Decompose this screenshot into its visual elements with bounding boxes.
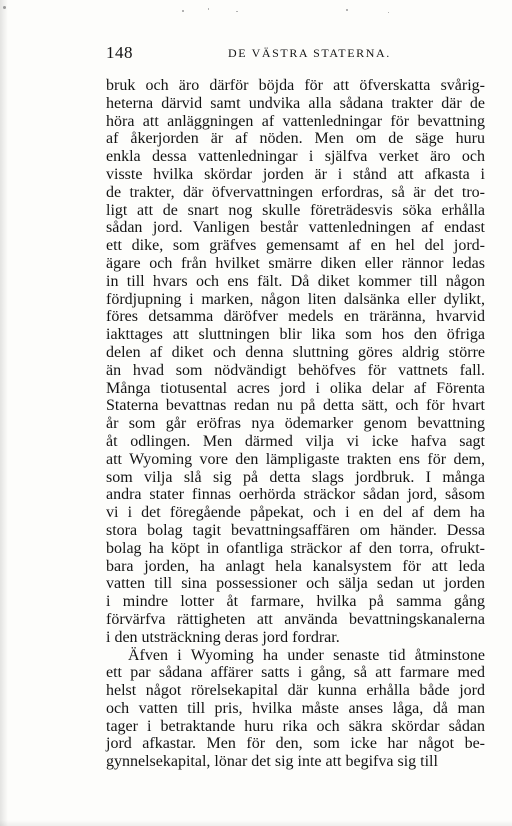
text-line: visste hvilka skördar jorden är i stånd att afkasta i <box>106 165 485 183</box>
text-line: ett par sådana affärer satts i gång, så att farmare med <box>106 664 485 682</box>
text-line: förvärfva rättigheten att använda bevattningskanalerna <box>106 610 485 628</box>
text-line: tager i betraktande huru rika och säkra skördar sådan <box>106 717 485 735</box>
text-line: i den utsträckning deras jord fordrar. <box>106 628 340 646</box>
text-line: in till hvars och ens fält. Då diket kommer till någon <box>106 272 485 290</box>
text-line: Äfven i Wyoming ha under senaste tid åtminstone <box>128 646 485 664</box>
paper-speck <box>182 10 184 12</box>
page-edge-shadow <box>0 0 8 826</box>
text-line: stora bolag tagit bevattningsaffären om händer. Dessa <box>106 521 485 539</box>
paper-speck <box>236 11 238 12</box>
text-line: vi i det föregående påpekat, och i en del af dem ha <box>106 504 485 522</box>
text-line: föres detsamma däröfver medels en träränna, hvarvid <box>106 308 485 326</box>
text-line: bara jorden, ha anlagt hela kanalsystem för att leda <box>106 557 485 575</box>
text-line: gynnelsekapital, lönar det sig inte att begifva sig till <box>106 753 438 771</box>
text-line: åt odlingen. Men därmed vilja vi icke hafva sagt <box>106 432 485 450</box>
page-header <box>106 42 485 64</box>
text-line: än hvad som nödvändigt behöfves för vattnets fall. <box>106 361 485 379</box>
text-line: bruk och äro därför böjda för att öfverskatta svårig- <box>106 77 485 94</box>
text-line: helst något rörelsekapital där kunna erhålla både jord <box>106 682 485 700</box>
paper-speck <box>208 8 209 10</box>
text-line: de trakter, där öfvervattningen erfordras, så är det tro- <box>106 183 485 201</box>
text-line: fördjupning i marken, någon liten dalsänka eller dylikt, <box>106 290 485 308</box>
text-line: i mindre lotter åt farmare, hvilka på samma gång <box>106 593 485 611</box>
paper-speck <box>346 9 348 11</box>
text-line: af åkerjorden är af nöden. Men om de säge huru <box>106 130 485 148</box>
text-line: Staterna bevattnas redan nu på detta sätt, och för hvart <box>106 397 485 415</box>
text-line: delen af diket och denna sluttning göres aldrig större <box>106 343 485 361</box>
text-line: ett dike, som gräfves gemensamt af en hel del jord- <box>106 237 485 255</box>
paper-speck <box>3 6 6 9</box>
running-title: DE VÄSTRA STATERNA. <box>228 46 391 60</box>
text-line: ligt att de snart nog skulle företrädesvis söka erhålla <box>106 201 485 219</box>
text-line: iakttages att sluttningen blir lika som hos den öfriga <box>106 326 485 344</box>
text-line: höra att anläggningen af vattenledningar för bevattning <box>106 112 485 130</box>
text-line: att Wyoming vore den lämpligaste trakten ens för dem, <box>106 450 485 468</box>
text-line: bolag ha köpt in ofantliga sträckor af den torra, ofrukt- <box>106 539 485 557</box>
page-bottom-edge <box>0 820 512 826</box>
text-line: andra stater finnas oerhörda sträckor sådan jord, såsom <box>106 486 485 504</box>
text-line: sådan jord. Vanligen består vattenledningen af endast <box>106 219 485 237</box>
text-line: och vatten till pris, hvilka måste anses låga, då man <box>106 699 485 717</box>
text-line: heterna därvid samt undvika alla sådana trakter där de <box>106 94 485 112</box>
text-line: ägare och från hvilket smärre diken eller rännor ledas <box>106 254 485 272</box>
page-number: 148 <box>106 43 133 62</box>
text-line: år som går eröfras nya ödemarker genom bevattning <box>106 415 485 433</box>
text-line: enkla dessa vattenledningar i själfva verket äro och <box>106 148 485 166</box>
text-line: Många tiotusental acres jord i olika delar af Förenta <box>106 379 485 397</box>
text-line: vatten till sina possessioner och sälja sedan ut jorden <box>106 575 485 593</box>
text-line: jord afkastar. Men för den, som icke har något be- <box>106 735 485 753</box>
body-text <box>106 77 485 771</box>
text-line: som vilja slå sig på detta slags jordbruk. I många <box>106 468 485 486</box>
paper-speck <box>388 12 389 13</box>
